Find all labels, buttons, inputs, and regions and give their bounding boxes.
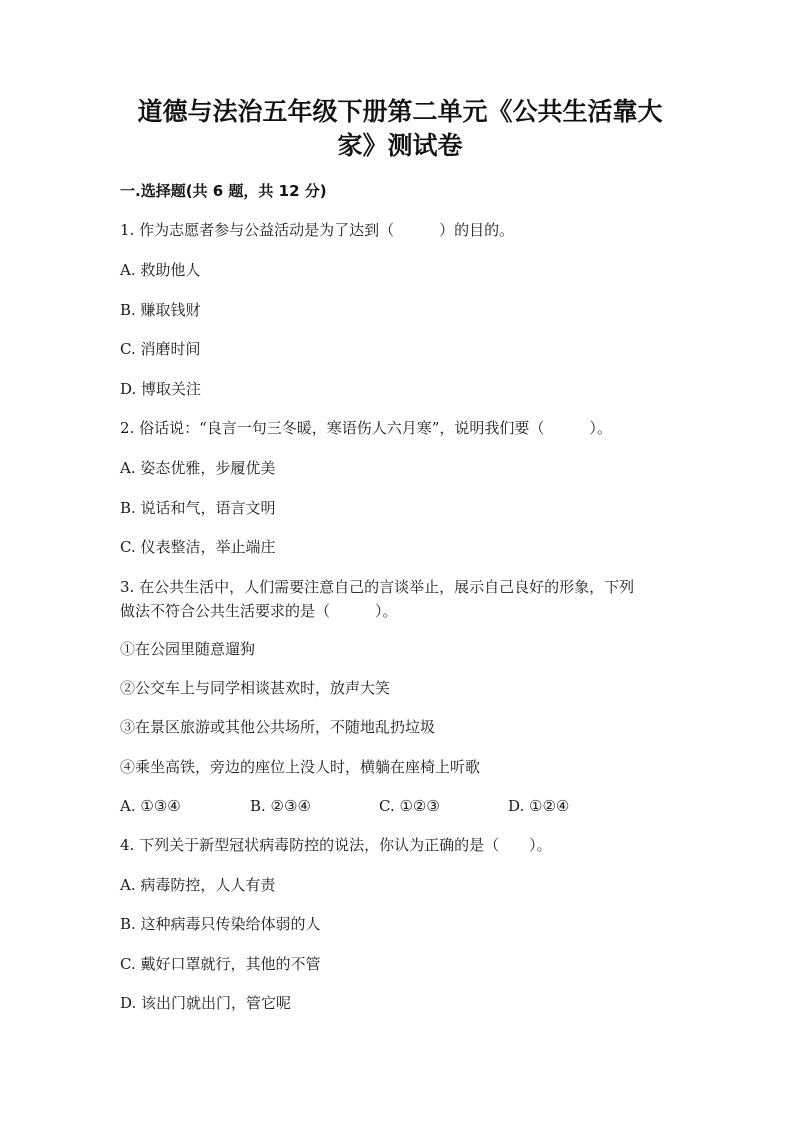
question-4-option-c: C. 戴好口罩就行，其他的不管 <box>120 955 321 973</box>
question-3-option-c: C. ①②③ <box>379 797 440 815</box>
page-title-line-1: 道德与法治五年级下册第二单元《公共生活靠大 <box>137 97 663 126</box>
section-heading: 一.选择题(共 6 题，共 12 分) <box>120 182 327 200</box>
question-1-option-c: C. 消磨时间 <box>120 340 201 358</box>
question-3-option-b: B. ②③④ <box>250 797 311 815</box>
question-4-option-d: D. 该出门就出门，管它呢 <box>120 994 292 1012</box>
question-3-option-d: D. ①②④ <box>508 797 570 815</box>
question-3-options-row <box>120 795 680 817</box>
page-title-line-2: 家》测试卷 <box>337 131 463 160</box>
question-2-stem: 2. 俗话说：“良言一句三冬暖，寒语伤人六月寒”，说明我们要（ ）。 <box>120 419 612 437</box>
question-2-option-a: A. 姿态优雅，步履优美 <box>120 459 276 477</box>
question-3-option-a: A. ①③④ <box>120 797 181 815</box>
question-2-option-b: B. 说话和气，语言文明 <box>120 499 276 517</box>
question-3-item-3: ③在景区旅游或其他公共场所，不随地乱扔垃圾 <box>120 718 436 736</box>
question-1-option-b: B. 赚取钱财 <box>120 301 201 319</box>
question-3-item-4: ④乘坐高铁，旁边的座位上没人时，横躺在座椅上听歌 <box>120 758 481 776</box>
question-1-option-a: A. 救助他人 <box>120 261 201 279</box>
question-2-option-c: C. 仪表整洁，举止端庄 <box>120 538 276 556</box>
question-1-option-d: D. 博取关注 <box>120 380 202 398</box>
question-4-stem: 4. 下列关于新型冠状病毒防控的说法，你认为正确的是（ ）。 <box>120 836 552 854</box>
question-3-stem-line-1: 3. 在公共生活中，人们需要注意自己的言谈举止，展示自己良好的形象，下列 <box>120 578 635 596</box>
question-3-item-2: ②公交车上与同学相谈甚欢时，放声大笑 <box>120 679 391 697</box>
question-3-item-1: ①在公园里随意遛狗 <box>120 640 256 658</box>
question-4-option-b: B. 这种病毒只传染给体弱的人 <box>120 915 321 933</box>
question-4-option-a: A. 病毒防控，人人有责 <box>120 876 276 894</box>
question-1-stem: 1. 作为志愿者参与公益活动是为了达到（ ）的目的。 <box>120 221 515 239</box>
question-3-stem-line-2: 做法不符合公共生活要求的是（ ）。 <box>120 602 398 620</box>
